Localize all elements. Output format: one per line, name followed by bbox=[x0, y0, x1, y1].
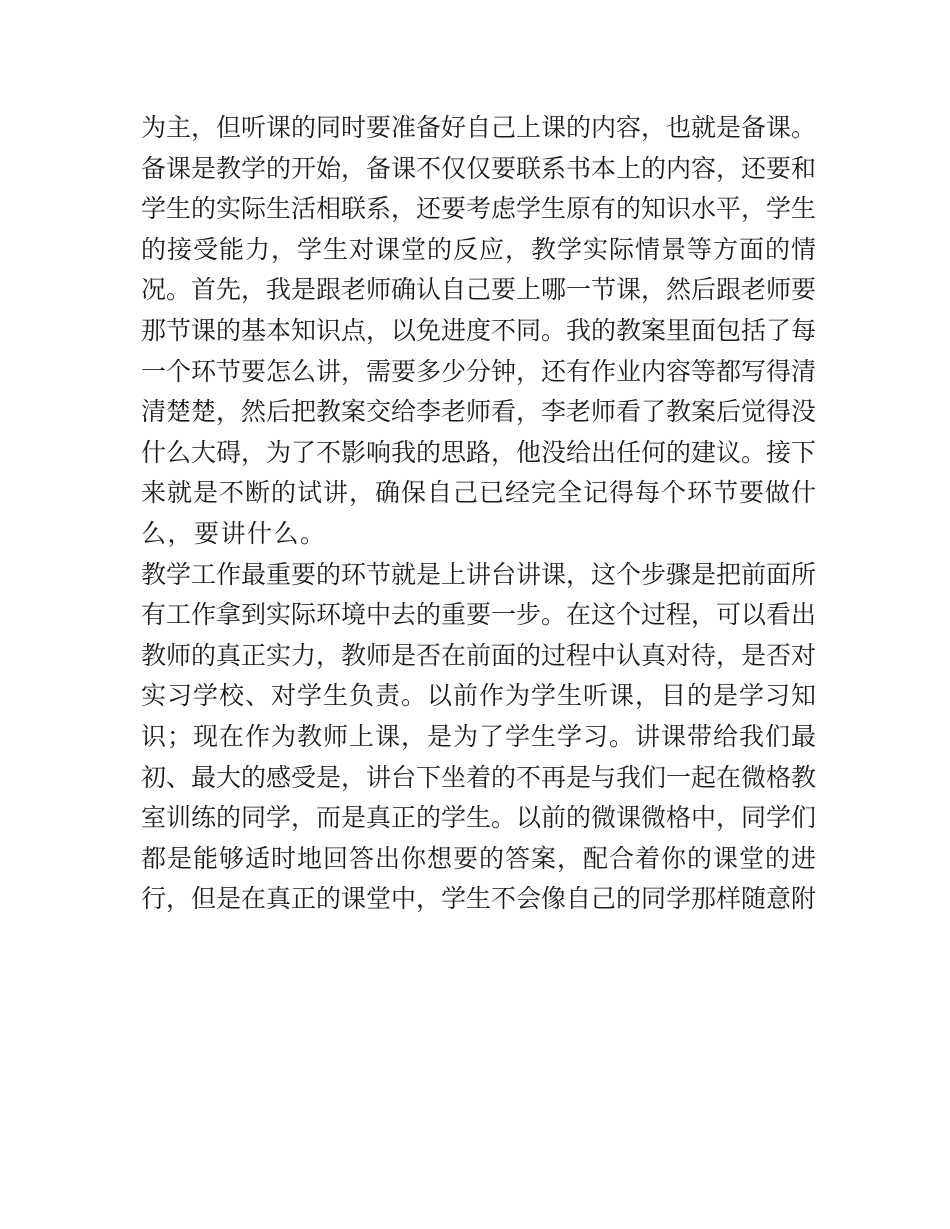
text-line: 教学工作最重要的环节就是上讲台讲课，这个步骤是把前面所 bbox=[141, 559, 817, 589]
text-line: 都是能够适时地回答出你想要的答案，配合着你的课堂的进 bbox=[141, 843, 818, 873]
text-line: 学生的实际生活相联系，还要考虑学生原有的知识水平，学生 bbox=[141, 194, 817, 224]
text-line: 清楚楚，然后把教案交给李老师看，李老师看了教案后觉得没 bbox=[141, 397, 817, 427]
text-line: 行，但是在真正的课堂中，学生不会像自己的同学那样随意附 bbox=[141, 884, 817, 914]
body-text bbox=[141, 108, 821, 920]
text-line: 初、最大的感受是，讲台下坐着的不再是与我们一起在微格教 bbox=[141, 762, 817, 792]
text-line: 室训练的同学，而是真正的学生。以前的微课微格中，同学们 bbox=[141, 803, 817, 833]
text-line: 实习学校、对学生负责。以前作为学生听课，目的是学习知 bbox=[141, 681, 818, 711]
text-line: 况。首先，我是跟老师确认自己要上哪一节课，然后跟老师要 bbox=[141, 275, 817, 305]
text-line: 来就是不断的试讲，确保自己已经完全记得每个环节要做什 bbox=[141, 478, 818, 508]
text-line: 为主，但听课的同时要准备好自己上课的内容，也就是备课。 bbox=[141, 113, 817, 142]
text-line: 备课是教学的开始，备课不仅仅要联系书本上的内容，还要和 bbox=[141, 153, 817, 183]
text-line: 有工作拿到实际环境中去的重要一步。在这个过程，可以看出 bbox=[141, 600, 817, 630]
text-line: 教师的真正实力，教师是否在前面的过程中认真对待，是否对 bbox=[141, 640, 817, 670]
text-line: 一个环节要怎么讲，需要多少分钟，还有作业内容等都写得清 bbox=[141, 356, 817, 386]
text-line: 识；现在作为教师上课，是为了学生学习。讲课带给我们最 bbox=[141, 721, 818, 751]
text-line: 那节课的基本知识点，以免进度不同。我的教案里面包括了每 bbox=[141, 315, 817, 345]
text-line: 么，要讲什么。 bbox=[141, 518, 327, 548]
text-line: 的接受能力，学生对课堂的反应，教学实际情景等方面的情 bbox=[141, 234, 818, 264]
text-line: 什么大碍，为了不影响我的思路，他没给出任何的建议。接下 bbox=[141, 437, 817, 467]
